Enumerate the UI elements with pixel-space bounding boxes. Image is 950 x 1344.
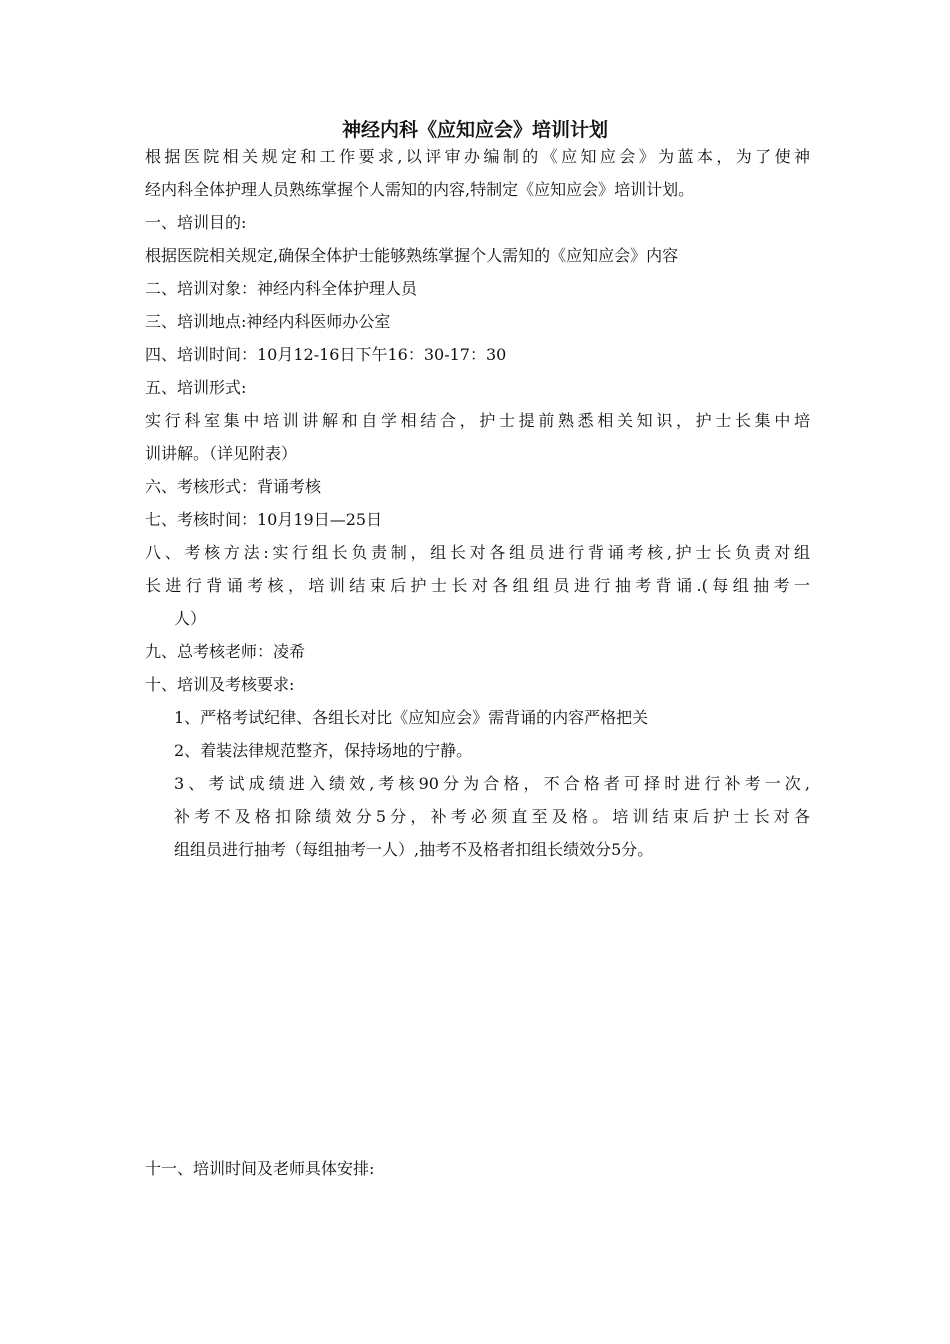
intro-line-2: 经内科全体护理人员熟练掌握个人需知的内容,特制定《应知应会》培训计划。	[145, 180, 695, 199]
section-10-item-3-line-3: 组组员进行抽考（每组抽考一人）,抽考不及格者扣组长绩效分5分。	[174, 840, 654, 859]
section-3-location: 三、培训地点:神经内科医师办公室	[145, 312, 391, 331]
section-2-target: 二、培训对象：神经内科全体护理人员	[145, 279, 418, 298]
section-1-text: 根据医院相关规定,确保全体护士能够熟练掌握个人需知的《应知应会》内容	[145, 246, 679, 265]
section-4-time: 四、培训时间：10月12-16日下午16：30-17：30	[145, 345, 507, 364]
section-10-item-3-line-1: 3、考试成绩进入绩效,考核90分为合格，不合格者可择时进行补考一次,	[174, 774, 810, 793]
section-7-exam-time: 七、考核时间：10月19日—25日	[145, 510, 383, 529]
intro-line-1: 根据医院相关规定和工作要求,以评审办编制的《应知应会》为蓝本，为了使神	[145, 147, 810, 166]
section-1-heading: 一、培训目的:	[145, 213, 247, 232]
section-5-heading: 五、培训形式:	[145, 378, 247, 397]
section-8-line-1: 八、考核方法:实行组长负责制，组长对各组员进行背诵考核,护士长负责对组	[145, 543, 810, 562]
document-body	[145, 140, 810, 866]
section-11-heading: 十一、培训时间及老师具体安排:	[145, 1159, 375, 1178]
section-6-exam-form: 六、考核形式：背诵考核	[145, 477, 322, 496]
section-5-text-line-2: 训讲解。（详见附表）	[145, 444, 298, 463]
section-8-line-3: 人）	[174, 609, 207, 628]
section-10-item-2: 2、着装法律规范整齐，保持场地的宁静。	[174, 741, 473, 760]
section-8-line-2: 长进行背诵考核，培训结束后护士长对各组组员进行抽考背诵.(每组抽考一	[145, 576, 810, 595]
section-10-heading: 十、培训及考核要求:	[145, 675, 295, 694]
section-5-text-line-1: 实行科室集中培训讲解和自学相结合，护士提前熟悉相关知识，护士长集中培	[145, 411, 810, 430]
section-10-item-1: 1、严格考试纪律、各组长对比《应知应会》需背诵的内容严格把关	[174, 708, 649, 727]
document-title: 神经内科《应知应会》培训计划	[341, 119, 608, 141]
section-10-item-3-line-2: 补考不及格扣除绩效分5分，补考必须直至及格。培训结束后护士长对各	[174, 807, 810, 826]
section-9-examiner: 九、总考核老师：凌希	[145, 642, 306, 661]
